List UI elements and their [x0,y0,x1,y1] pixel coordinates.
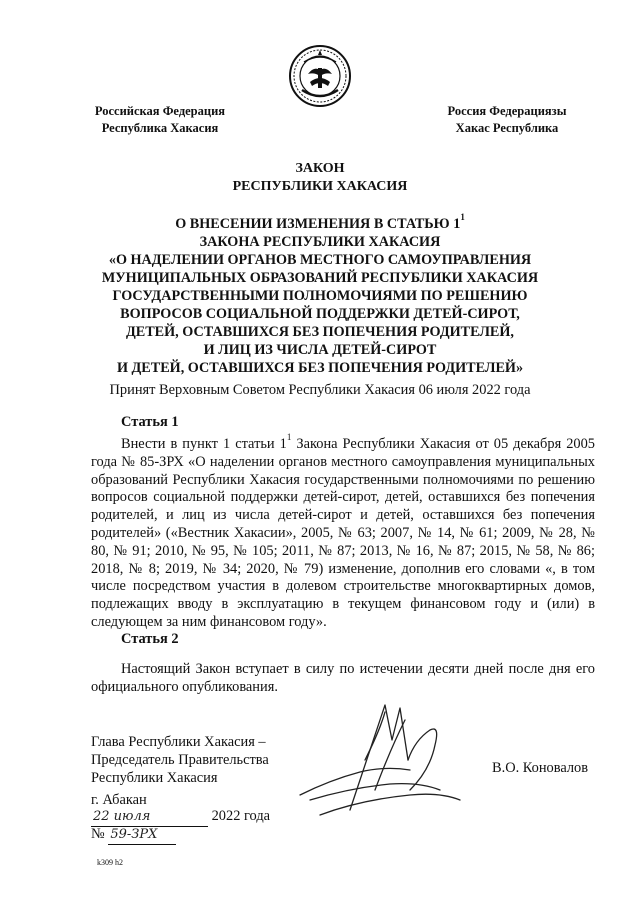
header-right-line2: Хакас Республика [455,121,559,135]
signatory-name: В.О. Коновалов [492,760,589,776]
subject-line-3: «О НАДЕЛЕНИИ ОРГАНОВ МЕСТНОГО САМОУПРАВЛЕНИЯ [108,252,532,268]
subject-line-2: ЗАКОНА РЕСПУБЛИКИ ХАКАСИЯ [199,234,441,250]
law-number-line [91,826,176,845]
handwritten-signature [290,700,475,825]
subject-line-5: ГОСУДАРСТВЕННЫМИ ПОЛНОМОЧИЯМИ ПО РЕШЕНИЮ [112,288,528,304]
signatory-title-line3: Республики Хакасия [91,769,218,786]
subject-line-9: И ДЕТЕЙ, ОСТАВШИХСЯ БЕЗ ПОПЕЧЕНИЯ РОДИТЕЛЕЙ» [116,360,524,376]
law-title-word: ЗАКОН [295,161,345,176]
subject-line-4: МУНИЦИПАЛЬНЫХ ОБРАЗОВАНИЙ РЕСПУБЛИКИ ХАКАСИЯ [101,270,539,286]
subject-line-7: ДЕТЕЙ, ОСТАВШИХСЯ БЕЗ ПОПЕЧЕНИЯ РОДИТЕЛЕЙ, [126,324,514,340]
header-left [80,103,240,137]
law-subject [80,212,560,377]
handwritten-law-number: 59-ЗРХ [108,826,176,845]
subject-line-1 [80,212,560,233]
article-2-text-body: Настоящий Закон вступает в силу по истечении десяти дней после дня его официального опубликования. [91,661,595,695]
article-2-text [91,661,595,697]
place: г. Абакан [91,792,147,808]
article-1-heading: Статья 1 [121,414,179,430]
subject-line-1-text: О ВНЕСЕНИИ ИЗМЕНЕНИЯ В СТАТЬЮ 1 [175,216,461,232]
article-1-text-pre: Внести в пункт 1 статьи 1 [121,436,287,452]
signatory-title-line1: Глава Республики Хакасия – [91,734,266,750]
accepted-statement: Принят Верховным Советом Республики Хакасия 06 июля 2022 года [109,382,531,398]
subject-line-8: И ЛИЦ ИЗ ЧИСЛА ДЕТЕЙ-СИРОТ [203,342,437,358]
signatory-title-line2: Председатель Правительства [91,751,269,768]
header-left-line2: Республика Хакасия [101,121,219,135]
header-right-line1: Россия Федерациязы [447,104,567,118]
document-code: k309 h2 [97,858,123,867]
coat-of-arms-emblem [288,44,352,108]
header-left-line1: Российская Федерация [94,104,226,118]
number-prefix: № [91,826,105,842]
date-line [91,808,270,827]
article-1-text-post: Закона Республики Хакасия от 05 декабря 2005 года № 85-ЗРХ «О наделении органов местного самоуправления муниципальных образований Республики Хакасия государственными полномочиями по решению вопросов социальной поддержки детей-сирот, детей, оставшихся без попечения родителей, и лиц из числа детей-сирот и детей, оставшихся без попечения родителей» («Вестник Хакасии», 2005, № 63; 2007, № 14, № 61; 2009, № 28, № 80, № 91; 2010, № 95, № 105; 2011, № 87; 2013, № 16, № 87; 2015, № 58, № 86; 2018, № 8; 2019, № 34; 2020, № 79) изменение, дополнив его словами «, в том числе посредством участия в долевом строительстве многоквартирных домов, подлежащих вводу в эксплуатацию в текущем финансовом году и (или) в следующем за ним финансовом году». [91,436,595,630]
date-year: 2022 года [211,808,271,824]
subject-line-6: ВОПРОСОВ СОЦИАЛЬНОЙ ПОДДЕРЖКИ ДЕТЕЙ-СИРОТ, [120,306,520,322]
header-right [432,103,582,137]
handwritten-date: 22 июля [91,808,208,827]
subject-superscript: 1 [460,212,465,223]
article-1-superscript: 1 [286,432,292,443]
article-1-text [91,432,595,632]
law-title-republic: РЕСПУБЛИКИ ХАКАСИЯ [232,179,408,194]
signatory-title [91,734,269,787]
article-2-heading: Статья 2 [121,631,179,647]
